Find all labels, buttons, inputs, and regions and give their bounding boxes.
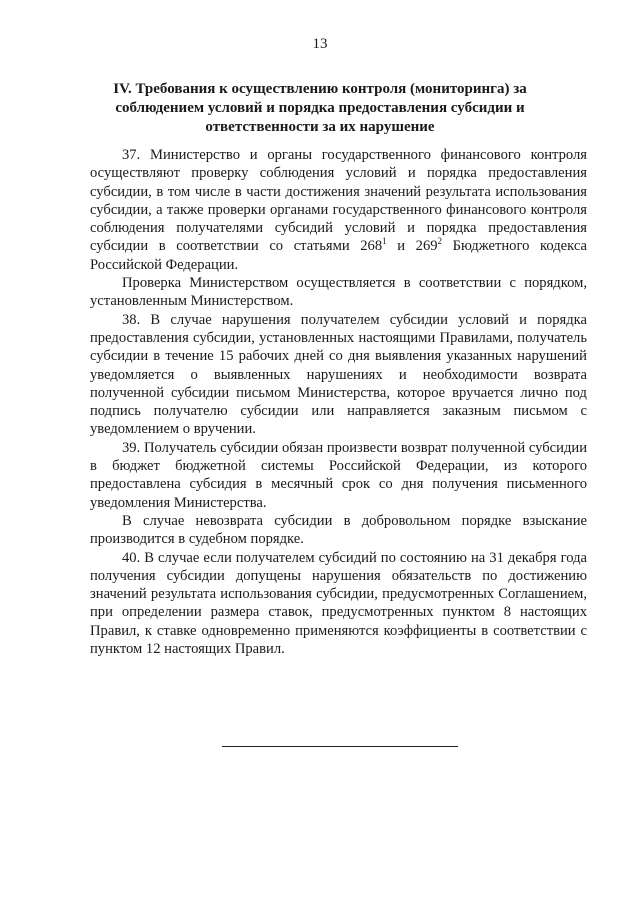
paragraph-37-text: 37. Министерство и органы государственного финансового контроля осуществляют проверку соблюдения условий и порядка предоставления субсидии, в том числе в части достижения значений результата использования субсидии, а также проверки органами государственного финансового контроля соблюдения получателями субсидий условий и порядка предоставления субсидии в соответствии со статьями 268 xyxy=(90,147,587,255)
article-269-superscript: 2 xyxy=(437,236,443,247)
end-of-document-rule xyxy=(222,746,458,747)
paragraph-37-connector: и 269 xyxy=(386,238,438,255)
page-number: 13 xyxy=(312,36,328,52)
article-268-superscript: 1 xyxy=(382,236,387,247)
paragraph-38: 38. В случае нарушения получателем субсидии условий и порядка предоставления субсидии, установленных настоящими Правилами, получатель субсидии в течение 15 рабочих дней со дня выявления указанных нарушений уведомляется о выявленных нарушениях и необходимости возврата полученной субсидии письмом Министерства, которое вручается лично под подпись получателю субсидии или направляется заказным письмом с уведомлением о вручении. xyxy=(90,311,587,438)
paragraph-37-end: Бюджетного кодекса Российской Федерации. xyxy=(90,238,587,273)
document-body xyxy=(90,146,587,658)
paragraph-39-second: В случае невозврата субсидии в добровольном порядке взыскание производится в судебном порядке. xyxy=(90,512,587,548)
paragraph-40: 40. В случае если получателем субсидий по состоянию на 31 декабря года получения субсидии допущены нарушения обязательств по достижению значений результата использования субсидии, предусмотренных Соглашением, при определении размера ставок, предусмотренных пунктом 8 настоящих Правил, к ставке одновременно применяются коэффициенты в соответствии с пунктом 12 настоящих Правил. xyxy=(90,549,587,658)
paragraph-37 xyxy=(90,146,587,274)
section-title: IV. Требования к осуществлению контроля (мониторинга) за соблюдением условий и порядка предоставления субсидии и ответственности за их нарушение xyxy=(113,81,527,135)
paragraph-39: 39. Получатель субсидии обязан произвести возврат полученной субсидии в бюджет бюджетной системы Российской Федерации, из которого предоставлена субсидия в месячный срок со дня получения письменного уведомления Министерства. xyxy=(90,439,587,511)
paragraph-37-second: Проверка Министерством осуществляется в соответствии с порядком, установленным Министерством. xyxy=(90,275,587,310)
